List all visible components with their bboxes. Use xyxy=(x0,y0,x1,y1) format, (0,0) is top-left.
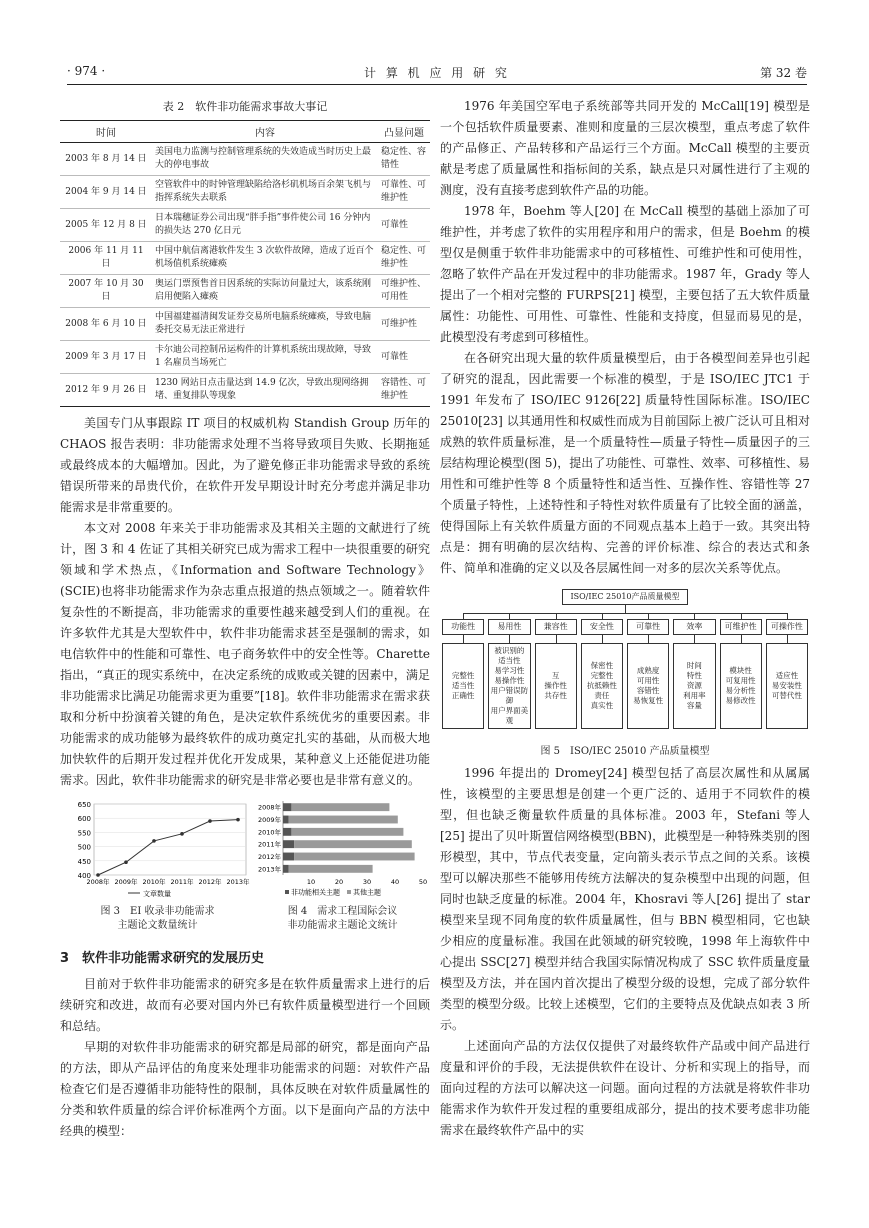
fig5-caption: 图 5 ISO/IEC 25010 产品质量模型 xyxy=(540,746,710,757)
fig3-y-tick-label: 500 xyxy=(77,843,91,852)
left-paragraph-4: 早期的对软件非功能需求的研究都是局部的研究，都是面向产品的方法，即从产品评估的角度来处理非功能需求的问题：对软件产品检查它们是否遵循非功能特性的限制，具体反映在对软件质量属性的分类和软件质量的综合评价标准两个方面。以下是面向产品的方法中经典的模型： xyxy=(60,1040,430,1138)
fig4-bar-segment xyxy=(283,853,294,861)
left-column xyxy=(60,96,430,1142)
section-3-title: 3 软件非功能需求研究的发展历史 xyxy=(60,951,265,966)
table2-problem-cell: 可维护性、可用性 xyxy=(378,275,430,308)
table2-date-cell: 2006 年 11 月 11 日 xyxy=(60,242,152,275)
table2-problem-cell: 稳定性、可维护性 xyxy=(378,242,430,275)
fig4-bar-segment xyxy=(283,840,294,848)
fig3-x-tick-label: 2011年 xyxy=(170,878,194,886)
fig3-x-tick-label: 2013年 xyxy=(226,878,250,886)
table2-problem-cell: 可靠性 xyxy=(378,209,430,242)
fig4-bar-segment xyxy=(289,816,398,824)
fig4-x-tick-label: 50 xyxy=(418,878,428,886)
fig5-characteristic-node: 可维护性 xyxy=(720,619,762,635)
table2-content-cell: 日本瑞穗证券公司出现“胖手指”事件使公司 16 分钟内的损失达 270 亿日元 xyxy=(152,209,378,242)
fig3-data-point xyxy=(180,832,184,836)
fig3-data-point xyxy=(152,839,156,843)
fig4-y-tick-label: 2011年 xyxy=(257,840,281,849)
table2-content-cell: 1230 网站日点击量达到 14.9 亿次，导致出现网络拥堵、重复排队等现象 xyxy=(152,374,378,407)
table2-problem-cell: 容错性、可维护性 xyxy=(378,374,430,407)
fig3-y-tick-label: 550 xyxy=(77,829,91,838)
table-row xyxy=(60,176,430,209)
left-paragraph-3: 目前对于软件非功能需求的研究多是在软件质量需求上进行的后续研究和改进，故而有必要对国内外已有软件质量模型进行一个回顾和总结。 xyxy=(60,977,430,1033)
fig3-y-tick-label: 400 xyxy=(77,872,91,880)
fig5-connector xyxy=(625,605,626,613)
table2-problem-cell: 可靠性、可维护性 xyxy=(378,176,430,209)
table-row xyxy=(60,341,430,374)
right-paragraph-5: 上述面向产品的方法仅仅提供了对最终软件产品或中间产品进行度量和评价的手段，无法提供软件在设计、分析和实现上的指导，而面向过程的方法可以解决这一问题。面向过程的方法就是将软件非功能需求作为软件开发过程的重要组成部分，提出的技术要考虑非功能需求在最终软件产品中的实 xyxy=(440,1039,810,1137)
table2-content-cell: 中国福建福清闽发证券交易所电脑系统瘫痪，导致电脑委托交易无法正常进行 xyxy=(152,308,378,341)
fig5-characteristic-node: 兼容性 xyxy=(535,619,577,635)
fig4-bar-segment xyxy=(291,828,403,836)
fig4-x-tick-label: 10 xyxy=(306,878,316,886)
fig5-characteristic-node: 可靠性 xyxy=(627,619,669,635)
fig3-series-line xyxy=(98,820,238,875)
fig5-characteristic-node: 效率 xyxy=(673,619,715,635)
table2-content-cell: 美国电力监测与控制管理系统的失效造成当时历史上最大的停电事故 xyxy=(152,143,378,176)
fig5-diagram xyxy=(440,589,810,741)
fig5-subcharacteristic-node: 时间 特性 资源 利用率 容量 xyxy=(673,643,715,729)
fig4-legend-label: 非功能相关主题 xyxy=(291,888,340,897)
fig5-characteristic-node: 可操作性 xyxy=(766,619,808,635)
fig3-plot-area xyxy=(94,804,246,875)
fig3-x-tick-label: 2010年 xyxy=(142,878,166,886)
fig4-bar-segment xyxy=(291,803,389,811)
fig4-bar-segment xyxy=(289,865,373,873)
table-row xyxy=(60,308,430,341)
fig4-x-tick-label: 20 xyxy=(334,878,344,886)
table2-content-cell: 卡尔迪公司控制吊运构件的计算机系统出现故障，导致 1 名雇员当场死亡 xyxy=(152,341,378,374)
fig4-bar-segment xyxy=(294,840,412,848)
fig4-y-tick-label: 2013年 xyxy=(257,865,281,874)
table-row xyxy=(60,143,430,176)
fig5-subcharacteristic-node: 模块性 可复用性 易分析性 易修改性 xyxy=(720,643,762,729)
table-row xyxy=(60,374,430,407)
volume-number: 第 32 卷 xyxy=(760,66,807,80)
fig3-data-point xyxy=(96,873,100,877)
table2-content-cell: 奥运门票预售首日因系统的实际访问量过大，该系统刚启用便陷入瘫痪 xyxy=(152,275,378,308)
left-paragraph-2: 本文对 2008 年来关于非功能需求及其相关主题的文献进行了统计，图 3 和 4 佐证了其相关研究已成为需求工程中一块很重要的研究领域和学术热点，《Information and Software Technology》(SCIE)也将非功能需求作为杂志重点报道的热点领域之一。随着软件复杂性的不断提高，非功能需求的重要性越来越受到人们的重视。在许多软件尤其是大型软件中，软件非功能需求甚至是强制的需求，如电信软件中的性能和可靠性、电子商务软件中的安全性等。Charette 指出，“真正的现实系统中，在决定系统的成败或关键的因素中，满足非功能需求比满足功能需求更为重要”[18]。软件非功能需求在需求获取和分析中扮演着关键的角色，是决定软件系统优劣的重要因素。非功能需求的成功能够为最终软件的成功奠定扎实的基础，从而极大地加快软件的后期开发过程并优化开发成果，某种意义上还能促进功能需求。因此，软件非功能需求的研究是非常必要也是非常有意义的。 xyxy=(60,521,430,787)
table2-header-cell: 凸显问题 xyxy=(378,121,430,143)
table2-problem-cell: 稳定性、容错性 xyxy=(378,143,430,176)
table2-caption: 表 2 软件非功能需求事故大事记 xyxy=(162,100,328,113)
fig4-y-tick-label: 2010年 xyxy=(257,828,281,837)
table-row xyxy=(60,242,430,275)
right-paragraph-2: 1978 年，Boehm 等人[20] 在 McCall 模型的基础上添加了可维护性，并考虑了软件的实用程序和用户的需求，但是 Boehm 的模型仅是侧重于软件非功能需求中的可移植性、可维护性和可使用性，忽略了软件产品在开发过程中的非功能需求。1987 年，Grady 等人提出了一个相对完整的 FURPS[21] 模型，主要包括了五大软件质量属性：功能性、可用性、可靠性、性能和支持度，但显而易见的是，此模型没有考虑到可移植性。 xyxy=(440,204,810,344)
fig4-y-tick-label: 2012年 xyxy=(257,853,281,861)
fig4-bar-segment xyxy=(283,816,289,824)
right-paragraph-3: 在各研究出现大量的软件质量模型后，由于各模型间差异也引起了研究的混乱，因此需要一个标准的模型，于是 ISO/IEC JTC1 于 1991 年发布了 ISO/IEC 9126[22] 质量特性国际标准。ISO/IEC 25010[23] 以其通用性和权威性而成为目前国际上被广泛认可且相对成熟的软件质量标准，是一个质量特性—质量子特性—质量因子的三层结构理论模型(图 5)，提出了功能性、可靠性、效率、可移植性、易用性和可维护性等 8 个质量特性和适当性、互操作性、容错性等 27 个质量子特性，上述特性和子特性对软件质量有了比较全面的涵盖，使得国际上有关软件质量方面的不同观点基本上趋于一致。其突出特点是：拥有明确的层次结构、完善的评价标准、综合的表达式和条件、简单和准确的定义以及各层属性间一对多的层次关系等优点。 xyxy=(440,351,810,575)
table2-date-cell: 2005 年 12 月 8 日 xyxy=(60,209,152,242)
fig4-bar-segment xyxy=(294,853,414,861)
fig3-line-chart xyxy=(60,797,255,905)
table-row xyxy=(60,209,430,242)
fig3-y-tick-label: 650 xyxy=(77,801,91,809)
table2-date-cell: 2008 年 6 月 10 日 xyxy=(60,308,152,341)
page-header xyxy=(67,64,807,84)
fig3-x-tick-label: 2008年 xyxy=(86,878,110,886)
fig3-x-tick-label: 2009年 xyxy=(114,878,138,886)
journal-title: 计 算 机 应 用 研 究 xyxy=(364,66,510,80)
table2-date-cell: 2007 年 10 月 30 日 xyxy=(60,275,152,308)
right-paragraph-1: 1976 年美国空军电子系统部等共同开发的 McCall[19] 模型是一个包括软件质量要素、准则和度量的三层次模型，重点考虑了软件的产品修正、产品转移和产品运行三个方面。McCall 模型的主要贡献是考虑了质量属性和指标间的关系，缺点是只对属性进行了主观的测度，没有直接考虑到软件产品的功能。 xyxy=(440,99,810,197)
fig3-y-tick-label: 600 xyxy=(77,815,91,824)
fig3-caption: 图 3 EI 收录非功能需求 主题论文数量统计 xyxy=(100,906,215,931)
fig4-legend-swatch xyxy=(347,890,351,894)
fig4-bar-segment xyxy=(283,865,289,873)
fig3-data-point xyxy=(208,819,212,823)
fig5-connector xyxy=(648,635,649,643)
fig5-connector xyxy=(463,635,464,643)
table2-header-cell: 时间 xyxy=(60,121,152,143)
table2-content-cell: 中国中航信离港软件发生 3 次软件故障，造成了近百个机场值机系统瘫痪 xyxy=(152,242,378,275)
fig4-caption: 图 4 需求工程国际会议 非功能需求主题论文统计 xyxy=(287,906,398,931)
figures-3-4 xyxy=(60,797,430,905)
fig5-characteristic-node: 功能性 xyxy=(442,619,484,635)
fig4-legend-label: 其他主题 xyxy=(353,888,381,897)
fig4-x-tick-label: 40 xyxy=(390,878,400,886)
fig5-connector xyxy=(463,613,787,614)
fig5-subcharacteristic-node: 成熟度 可用性 容错性 易恢复性 xyxy=(627,643,669,729)
table2-problem-cell: 可靠性 xyxy=(378,341,430,374)
table2 xyxy=(60,120,430,407)
right-paragraph-4: 1996 年提出的 Dromey[24] 模型包括了高层次属性和从属属性，该模型的主要思想是创建一个更广泛的、适用于不同软件的模型，但也缺乏衡量软件质量的具体标准。2003 年，Stefani 等人[25] 提出了贝叶斯置信网络模型(BBN)，此模型是一种特殊类别的图形模型，其中，节点代表变量，定向箭头表示节点之间的关系。该模型可以解决那些不能够用传统方法解决的复杂模型中出现的问题，但同时也缺乏度量的标准。2004 年，Khosravi 等人[26] 提出了 star 模型来呈现不同角度的软件质量属性，但与 BBN 模型相同，它也缺少相应的度量标准。我国在此领域的研究较晚，1998 年上海软件中心提出 SSC[27] 模型并结合我国实际情况构成了 SSC 软件质量度量模型及方法，并在国内首次提出了模型分级的设想，完成了部分软件类型的模型分级。比较上述模型，它们的主要特点及优缺点如表 3 所示。 xyxy=(440,766,810,1032)
fig4-y-tick-label: 2008年 xyxy=(257,803,281,812)
fig4-y-tick-label: 2009年 xyxy=(257,816,281,824)
table2-date-cell: 2004 年 9 月 14 日 xyxy=(60,176,152,209)
fig3-legend-label: 文章数量 xyxy=(143,890,171,898)
table-row xyxy=(60,275,430,308)
fig5-root-node: ISO/IEC 25010产品质量模型 xyxy=(562,589,688,605)
fig5-subcharacteristic-node: 适应性 易安装性 可替代性 xyxy=(766,643,808,729)
fig5-connector xyxy=(509,635,510,643)
fig5-connector xyxy=(556,635,557,643)
table2-content-cell: 空管软件中的时钟管理缺陷给洛杉矶机场百余架飞机与指挥系统失去联系 xyxy=(152,176,378,209)
fig5-subcharacteristic-node: 互 操作性 共存性 xyxy=(535,643,577,729)
fig5-subcharacteristic-node: 保密性 完整性 抗抵赖性 责任 真实性 xyxy=(581,643,623,729)
fig4-legend-swatch xyxy=(285,890,289,894)
right-column xyxy=(440,96,810,1141)
fig5-connector xyxy=(694,635,695,643)
fig5-subcharacteristic-node: 被识别的 适当性 易学习性 易操作性 用户错误防御 用户界面美观 xyxy=(488,643,530,729)
fig5-connector xyxy=(787,635,788,643)
table2-date-cell: 2012 年 9 月 26 日 xyxy=(60,374,152,407)
table2-date-cell: 2003 年 8 月 14 日 xyxy=(60,143,152,176)
fig4-bar-segment xyxy=(283,828,291,836)
fig3-x-tick-label: 2012年 xyxy=(198,878,222,886)
table2-problem-cell: 可维护性 xyxy=(378,308,430,341)
fig5-connector xyxy=(741,635,742,643)
header-rule xyxy=(67,84,807,85)
fig5-subcharacteristic-node: 完整性 适当性 正确性 xyxy=(442,643,484,729)
fig4-bar-segment xyxy=(283,803,291,811)
fig5-characteristic-node: 易用性 xyxy=(488,619,530,635)
table2-date-cell: 2009 年 3 月 17 日 xyxy=(60,341,152,374)
fig5-connector xyxy=(602,635,603,643)
fig4-x-tick-label: 30 xyxy=(362,878,372,886)
fig3-data-point xyxy=(124,860,128,864)
fig5-characteristic-node: 安全性 xyxy=(581,619,623,635)
page-number: · 974 · xyxy=(67,64,106,78)
fig3-data-point xyxy=(236,818,240,822)
fig4-bar-chart xyxy=(255,797,430,905)
left-paragraph-1: 美国专门从事跟踪 IT 项目的权威机构 Standish Group 历年的 CHAOS 报告表明：非功能需求处理不当将导致项目失败、长期拖延或最终成本的大幅增加。因此，为了避免修正非功能需求导致的系统错误所带来的昂贵代价，在软件开发早期设计时充分考虑并满足非功能需求是非常重要的。 xyxy=(60,416,430,514)
table2-header-cell: 内容 xyxy=(152,121,378,143)
fig3-y-tick-label: 450 xyxy=(77,857,91,866)
